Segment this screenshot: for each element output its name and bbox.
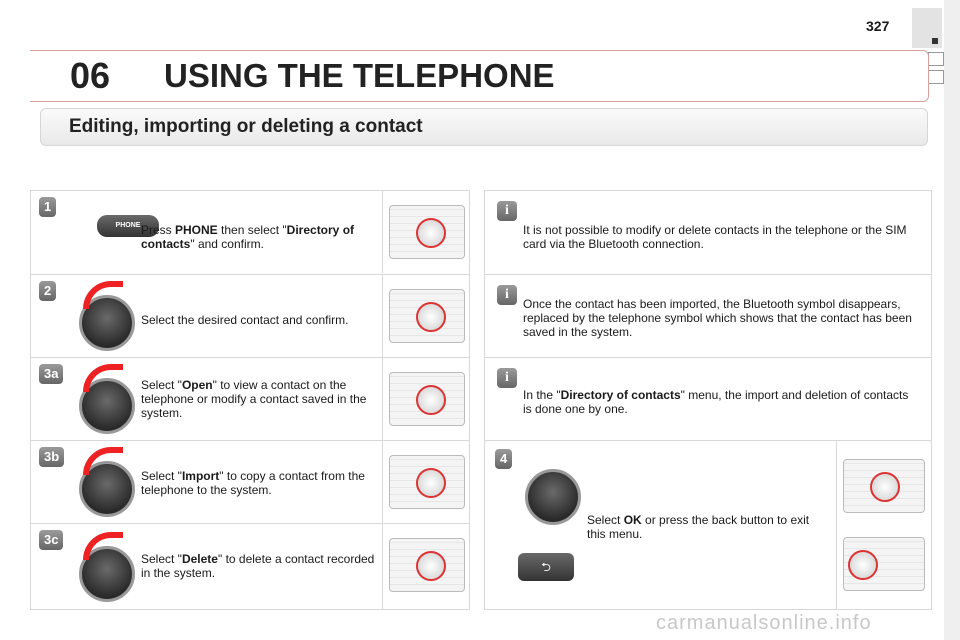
step-badge: 3c xyxy=(39,530,63,550)
left-steps-panel xyxy=(30,190,470,610)
console-illustration xyxy=(382,358,469,440)
console-illustration xyxy=(382,441,469,523)
rotate-arrow-icon xyxy=(83,364,123,392)
info-text-2: Once the contact has been imported, the Bluetooth symbol disappears, replaced by the telephone symbol which shows that the contact has been saved in the system. xyxy=(523,297,912,339)
rotate-arrow-icon xyxy=(83,532,123,560)
step-3c-text: Select "Delete" to delete a contact recorded in the system. xyxy=(141,552,375,580)
step-badge: 4 xyxy=(495,449,512,469)
step-badge: 2 xyxy=(39,281,56,301)
rotate-arrow-icon xyxy=(83,281,123,309)
console-illustration xyxy=(836,441,931,610)
info-text-3: In the "Directory of contacts" menu, the import and deletion of contacts is done one by one. xyxy=(523,388,909,416)
info-icon: i xyxy=(497,368,517,388)
info-row-2 xyxy=(485,274,931,357)
step-2-row xyxy=(31,274,469,357)
info-text-1: It is not possible to modify or delete contacts in the telephone or the SIM card via the Bluetooth connection. xyxy=(523,223,907,251)
nav-box-1 xyxy=(928,52,944,66)
step-4-row xyxy=(485,440,931,610)
step-badge: 3a xyxy=(39,364,63,384)
phone-button-icon: PHONE xyxy=(97,215,159,237)
step-3b-text: Select "Import" to copy a contact from the telephone to the system. xyxy=(141,469,365,497)
page-number: 327 xyxy=(866,18,890,34)
back-button-icon: ⮌ xyxy=(518,553,574,581)
info-icon: i xyxy=(497,201,517,221)
console-illustration xyxy=(382,275,469,357)
rotate-arrow-icon xyxy=(83,447,123,475)
step-badge: 1 xyxy=(39,197,56,217)
section-header xyxy=(40,108,928,146)
chapter-header xyxy=(30,50,929,102)
step-1-row xyxy=(31,191,469,273)
step-2-text: Select the desired contact and confirm. xyxy=(141,313,349,327)
step-3c-row xyxy=(31,523,469,610)
side-strip xyxy=(944,0,960,640)
rotary-knob-icon xyxy=(525,469,581,525)
info-row-3 xyxy=(485,357,931,440)
step-4-text: Select OK or press the back button to exit this menu. xyxy=(587,513,810,541)
chapter-title: USING THE TELEPHONE xyxy=(164,57,555,94)
step-1-text: Press PHONE then select "Directory of contacts" and confirm. xyxy=(141,223,355,251)
section-title: Editing, importing or deleting a contact xyxy=(69,116,423,137)
step-3a-row xyxy=(31,357,469,440)
footer-watermark: carmanualsonline.info xyxy=(656,612,872,634)
nav-box-2 xyxy=(928,70,944,84)
info-icon: i xyxy=(497,285,517,305)
page-thumbnail xyxy=(912,8,942,48)
console-illustration xyxy=(382,524,469,610)
chapter-number: 06 xyxy=(70,55,111,96)
step-badge: 3b xyxy=(39,447,64,467)
console-illustration xyxy=(382,191,469,273)
step-3b-row xyxy=(31,440,469,523)
right-info-panel xyxy=(484,190,932,610)
step-3a-text: Select "Open" to view a contact on the telephone or modify a contact saved in the system. xyxy=(141,378,367,420)
info-row-1 xyxy=(485,191,931,273)
